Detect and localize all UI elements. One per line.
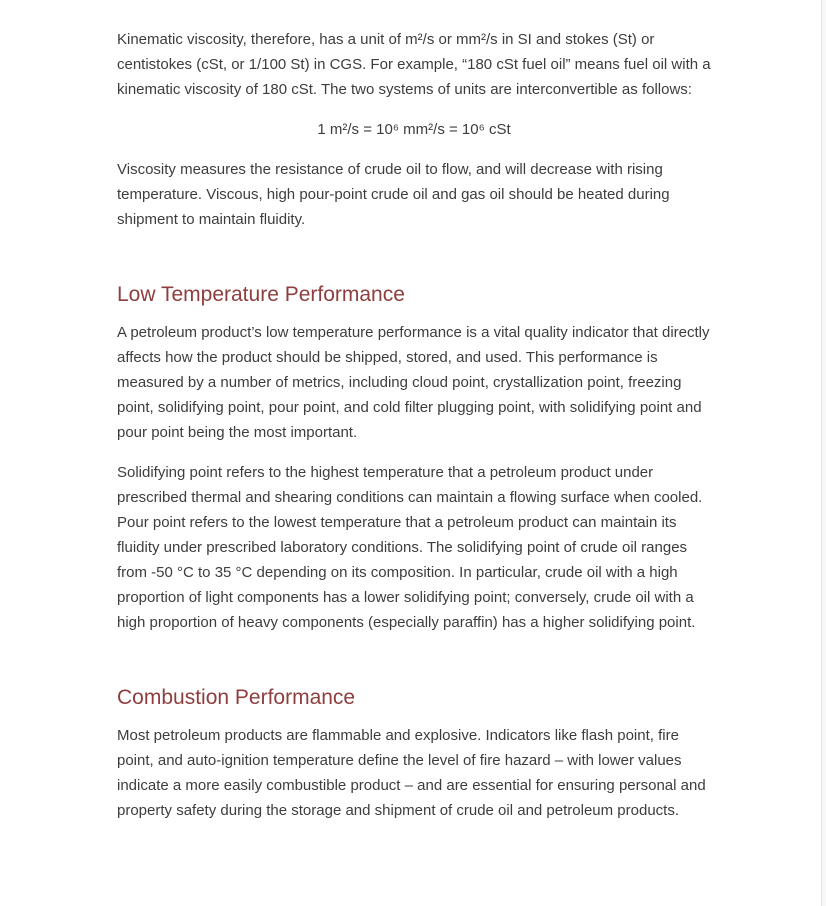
article-content (117, 27, 711, 838)
paragraph-kinematic-viscosity-units: Kinematic viscosity, therefore, has a unit of m²/s or mm²/s in SI and stokes (St) or centistokes (cSt, or 1/100 St) in CGS. For example, “180 cSt fuel oil” means fuel oil with a kinematic viscosity of 180 cSt. The two systems of units are interconvertible as follows: (117, 31, 711, 98)
heading-low-temperature-performance: Low Temperature Performance (117, 283, 405, 306)
paragraph-solidifying-pour-point: Solidifying point refers to the highest temperature that a petroleum product under prescribed thermal and shearing conditions can maintain a flowing surface when cooled. Pour point refers to the lowest temperature that a petroleum product can maintain its fluidity under prescribed laboratory conditions. The solidifying point of crude oil ranges from -50 °C to 35 °C depending on its composition. In particular, crude oil with a high proportion of light components has a lower solidifying point; conversely, crude oil with a high proportion of heavy components (especially paraffin) has a higher solidifying point. (117, 464, 703, 631)
paragraph-combustion-hazard: Most petroleum products are flammable and explosive. Indicators like flash point, fire point, and auto-ignition temperature define the level of fire hazard – with lower values indicate a more easily combustible product – and are essential for ensuring personal and property safety during the storage and shipment of crude oil and petroleum products. (117, 727, 706, 819)
scrollbar-track[interactable] (821, 0, 826, 906)
paragraph-viscosity-flow: Viscosity measures the resistance of crude oil to flow, and will decrease with rising temperature. Viscous, high pour-point crude oil and gas oil should be heated during shipment to maintain fluidity. (117, 161, 670, 228)
heading-combustion-performance: Combustion Performance (117, 686, 356, 709)
paragraph-low-temperature-metrics: A petroleum product’s low temperature performance is a vital quality indicator that directly affects how the product should be shipped, stored, and used. This performance is measured by a number of metrics, including cloud point, crystallization point, freezing point, solidifying point, pour point, and cold filter plugging point, with solidifying point and pour point being the most important. (117, 324, 710, 441)
equation-unit-conversion: 1 m²/s = 10⁶ mm²/s = 10⁶ cSt (317, 121, 511, 138)
